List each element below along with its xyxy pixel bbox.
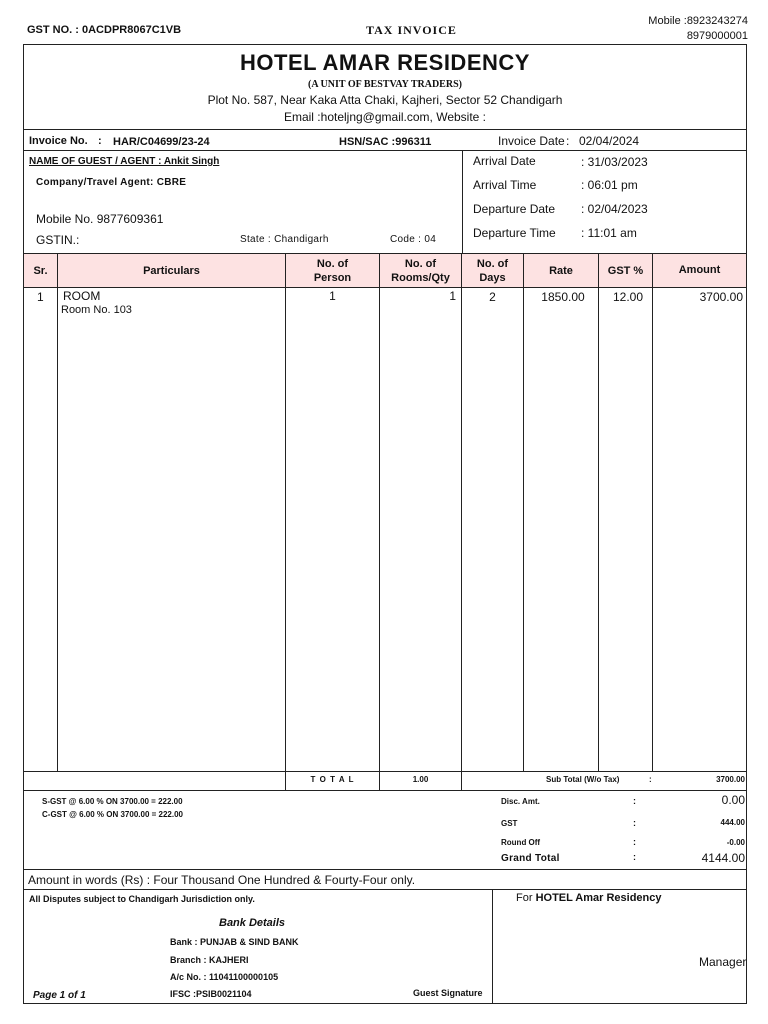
col-days: No. of Days: [476, 257, 509, 284]
page-number: Page 1 of 1: [33, 990, 86, 1001]
col-gst: GST %: [607, 264, 644, 277]
manager-signature: Manager: [699, 955, 747, 969]
departure-time-label: Departure Time: [473, 226, 556, 240]
arrival-time-label: Arrival Time: [473, 178, 537, 192]
row-rate: 1850.00: [541, 290, 585, 304]
total-label: T O T A L: [310, 775, 355, 784]
subtotal-colon: :: [649, 775, 652, 784]
row-days: 2: [489, 290, 496, 304]
sgst-line: S-GST @ 6.00 % ON 3700.00 = 222.00: [42, 797, 183, 806]
hsn-sac: HSN/SAC :996311: [339, 136, 432, 148]
subtotal-value: 3700.00: [716, 775, 745, 784]
round-off-label: Round Off: [501, 838, 541, 847]
gst-total-value: 444.00: [720, 818, 745, 827]
guest-mobile: Mobile No. 9877609361: [36, 212, 164, 226]
bank-details-title: Bank Details: [219, 917, 286, 929]
bank-branch: Branch : KAJHERI: [170, 955, 249, 965]
total-qty: 1.00: [412, 775, 429, 784]
discount-colon: :: [633, 796, 636, 806]
row-sr: 1: [37, 290, 44, 304]
hotel-mobile-2: 8979000001: [686, 30, 748, 42]
guest-gstin: GSTIN.:: [36, 233, 80, 247]
bank-name: Bank : PUNJAB & SIND BANK: [170, 937, 299, 947]
gst-total-colon: :: [633, 818, 636, 828]
col-sr: Sr.: [33, 264, 48, 277]
col-persons: No. of Person: [313, 257, 352, 284]
row-persons: 1: [329, 289, 336, 303]
col-rooms: No. of Rooms/Qty: [391, 257, 450, 284]
discount-value: 0.00: [721, 793, 745, 807]
gst-total-label: GST: [501, 819, 518, 828]
row-gst: 12.00: [612, 290, 644, 304]
invoice-date-colon: :: [566, 134, 570, 148]
company-agent: Company/Travel Agent: CBRE: [36, 177, 187, 188]
grand-total-colon: :: [633, 852, 636, 862]
invoice-no-label: Invoice No.: [29, 135, 88, 147]
subtotal-label: Sub Total (W/o Tax): [546, 775, 620, 784]
hotel-name: HOTEL AMAR RESIDENCY: [240, 50, 530, 75]
guest-state-code: Code : 04: [390, 234, 437, 245]
jurisdiction-note: All Disputes subject to Chandigarh Jurisdiction only.: [29, 894, 255, 904]
cgst-line: C-GST @ 6.00 % ON 3700.00 = 222.00: [42, 810, 183, 819]
round-off-colon: :: [633, 837, 636, 847]
row-particulars: ROOM: [63, 289, 101, 303]
arrival-time: : 06:01 pm: [581, 178, 638, 192]
discount-label: Disc. Amt.: [501, 797, 540, 806]
hotel-email: Email :hoteljng@gmail.com, Website :: [283, 110, 487, 124]
col-rate: Rate: [549, 264, 573, 277]
invoice-date-label: Invoice Date: [498, 134, 565, 148]
row-amount: 3700.00: [699, 290, 743, 304]
bank-ifsc: IFSC :PSIB0021104: [170, 989, 252, 999]
grand-total-label: Grand Total: [501, 853, 560, 864]
amount-in-words: Amount in words (Rs) : Four Thousand One Hundred & Fourty-Four only.: [28, 873, 416, 887]
invoice-no-value: HAR/C04699/23-24: [113, 136, 210, 148]
row-rooms: 1: [449, 289, 456, 303]
grand-total-value: 4144.00: [701, 851, 745, 865]
bank-account: A/c No. : 11041100000105: [170, 972, 279, 982]
gst-number: GST NO. : 0ACDPR8067C1VB: [27, 24, 182, 36]
col-particulars: Particulars: [143, 264, 200, 277]
departure-date-label: Departure Date: [473, 202, 556, 216]
guest-state: State : Chandigarh: [240, 234, 329, 245]
departure-time: : 11:01 am: [581, 226, 637, 240]
guest-signature: Guest Signature: [413, 988, 483, 998]
document-type: TAX INVOICE: [366, 23, 457, 37]
row-room-no: Room No. 103: [61, 304, 132, 316]
for-hotel: For HOTEL Amar Residency: [516, 892, 662, 904]
invoice-date-value: 02/04/2024: [579, 134, 640, 148]
arrival-date-label: Arrival Date: [473, 154, 536, 168]
hotel-address: Plot No. 587, Near Kaka Atta Chaki, Kajheri, Sector 52 Chandigarh: [207, 93, 563, 107]
col-amount: Amount: [678, 263, 721, 276]
invoice-frame: [23, 44, 747, 1004]
guest-name: NAME OF GUEST / AGENT : Ankit Singh: [29, 156, 220, 167]
round-off-value: -0.00: [726, 838, 745, 847]
invoice-no-colon: :: [98, 135, 102, 147]
arrival-date: : 31/03/2023: [581, 155, 648, 169]
departure-date: : 02/04/2023: [581, 202, 648, 216]
hotel-unit: (A UNIT OF BESTVAY TRADERS): [308, 79, 462, 90]
hotel-mobile-1: Mobile :8923243274: [648, 15, 748, 27]
